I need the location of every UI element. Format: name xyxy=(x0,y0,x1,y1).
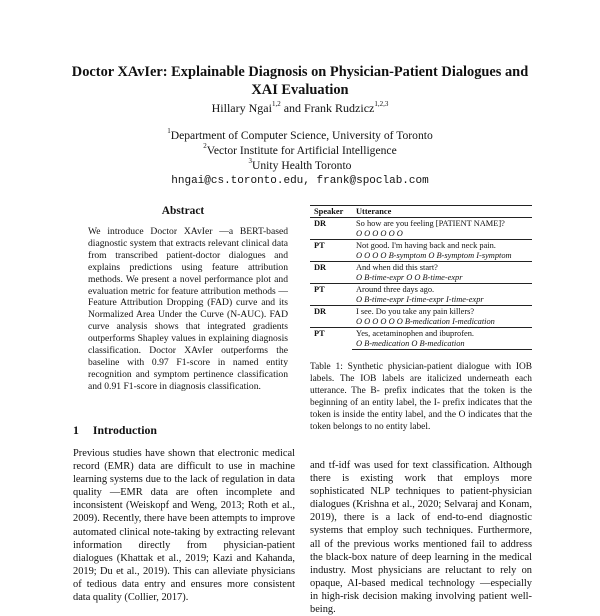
speaker-cell: PT xyxy=(310,328,352,350)
dialogue-table xyxy=(310,205,532,350)
speaker-cell: PT xyxy=(310,240,352,262)
abstract-heading: Abstract xyxy=(161,205,205,217)
affiliation-1-text: Department of Computer Science, University of Toronto xyxy=(170,129,433,142)
speaker-header: Speaker xyxy=(310,206,352,218)
table-caption: Table 1: Synthetic physician-patient dialogue with IOB labels. The IOB labels are italicized underneath each utterance. The B- prefix indicates that the token is the beginning of an entity label, the I- prefix indicates that the token is inside the entity label, and the O indicates that the token belongs to no entity label. xyxy=(310,362,532,432)
table-row xyxy=(310,306,532,318)
section-title: Introduction xyxy=(92,423,157,437)
label-cell: O B-medication O B-medication xyxy=(352,339,532,350)
section-heading xyxy=(73,423,157,438)
speaker-cell: DR xyxy=(310,306,352,328)
utterance-cell: Around three days ago. xyxy=(352,284,532,296)
table-row xyxy=(310,328,532,340)
table-row xyxy=(310,218,532,230)
table-row xyxy=(310,284,532,296)
speaker-cell: DR xyxy=(310,262,352,284)
utterance-header: Utterance xyxy=(352,206,532,218)
intro-left-column: Previous studies have shown that electronic medical record (EMR) data are difficult to use in machine learning systems due to the lack of regulation in data quality —EMR data are often incomplete and inconsistent (Weiskopf and Weng, 2013; Roth et al., 2009). Recently, there have been attempts to improve automated clinical note-taking by extracting relevant information directly from physician-patient dialogues (Khattak et al., 2019; Kazi and Kahanda, 2019; Du et al., 2019). This can alleviate physicians of tedious data entry and ensures more consistent data quality (Collier, 2017). xyxy=(73,448,295,604)
label-cell: O O O O B-symptom O B-symptom I-symptom xyxy=(356,251,512,260)
paper-title xyxy=(40,63,560,99)
intro-right-column: and tf-idf was used for text classification. Although there is existing work that employs more sophisticated NLP techniques to patient-physician dialogues (Krishna et al., 2020; Selvaraj and Konam, 2019), there is a lack of end-to-end diagnostic systems that employ such techniques. Furthermore, all of the previous works mentioned fail to address the black-box nature of deep learning in the medical industry. Most physicians are reluctant to rely on opaque, AI-based medical technology —especially in high-risk decision making involving patient well-being. xyxy=(310,460,532,616)
table-row xyxy=(310,262,532,274)
affiliation-3-num: 3 xyxy=(248,157,253,165)
section-number: 1 xyxy=(73,423,79,437)
table-header-row xyxy=(310,206,532,218)
affiliations xyxy=(40,128,560,173)
author-2-affil: 1,2,3 xyxy=(374,100,389,108)
author-1-affil: 1,2 xyxy=(271,100,281,108)
affiliation-2-num: 2 xyxy=(203,142,207,150)
speaker-cell: DR xyxy=(310,218,352,240)
table-row xyxy=(310,240,532,252)
author-emails: hngai@cs.toronto.edu, frank@spoclab.com xyxy=(171,175,429,187)
affiliation-2-text: Vector Institute for Artificial Intelligence xyxy=(206,144,397,157)
utterance-cell: Yes, acetaminophen and ibuprofen. xyxy=(352,328,532,340)
label-cell: O O O O O O xyxy=(356,229,403,238)
title-line-2: XAI Evaluation xyxy=(251,82,349,98)
speaker-cell: PT xyxy=(310,284,352,306)
label-cell: O B-time-expr O O B-time-expr xyxy=(356,273,463,282)
affiliation-3 xyxy=(40,158,560,173)
authors xyxy=(40,101,560,116)
abstract-text: We introduce Doctor XAvIer —a BERT-based diagnostic system that extracts relevant clinical data from transcribed patient-doctor dialogues and explains predictions using feature attribution methods. We present a novel performance plot and evaluation metric for feature attribution methods —Feature Attribution Dropping (FAD) curve and its Normalized Area Under the Curve (N-AUC). FAD curve analysis shows that integrated gradients outperforms Shapley values in explaining diagnosis classification. Doctor XAvIer outperforms the baseline with 0.97 F1-score in named entity recognition and symptom pertinence classification and 0.91 F1-score in diagnosis classification. xyxy=(88,226,288,392)
affiliation-1 xyxy=(40,128,560,143)
affiliation-3-text: Unity Health Toronto xyxy=(252,159,352,172)
utterance-cell: And when did this start? xyxy=(352,262,532,274)
utterance-cell: Not good. I'm having back and neck pain. xyxy=(352,240,532,252)
author-1: Hillary Ngai xyxy=(211,101,272,115)
label-cell: O O O O O O B-medication I-medication xyxy=(356,317,495,326)
affiliation-2 xyxy=(40,143,560,158)
affiliation-1-num: 1 xyxy=(167,127,171,135)
label-cell: O B-time-expr I-time-expr I-time-expr xyxy=(356,295,484,304)
title-line-1: Doctor XAvIer: Explainable Diagnosis on Physician-Patient Dialogues and xyxy=(71,64,529,80)
author-and: and xyxy=(280,101,305,115)
utterance-cell: I see. Do you take any pain killers? xyxy=(352,306,532,318)
utterance-cell: So how are you feeling [PATIENT NAME]? xyxy=(352,218,532,230)
author-2: Frank Rudzicz xyxy=(304,101,375,115)
